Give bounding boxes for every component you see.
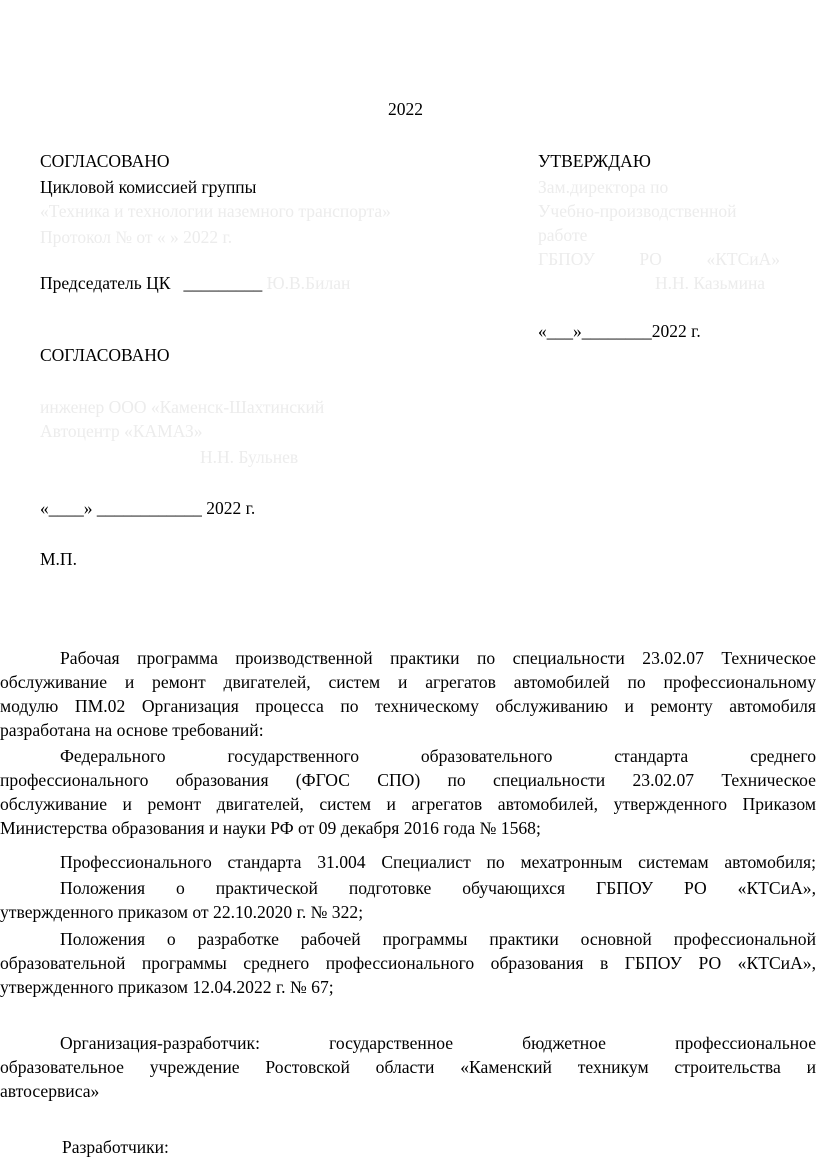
institution-part-1: ГБПОУ	[538, 249, 595, 269]
protocol-line: Протокол № от « » 2022 г.	[40, 227, 233, 247]
deputy-line-3: работе	[538, 225, 588, 245]
body-paragraph-6	[0, 1031, 816, 1103]
commission-name: «Техника и технологии наземного транспорта»	[40, 201, 391, 221]
chair-signature-line: _________	[183, 273, 263, 293]
p5-line-3: утвержденного приказом 12.04.2022 г. № 67;	[0, 977, 334, 997]
body-paragraph-5	[0, 927, 816, 999]
p2-line-1: Федерального государственного образовательного стандарта среднего	[60, 746, 816, 766]
p6-line-3: автосервиса»	[0, 1081, 100, 1101]
stamp-label: М.П.	[40, 549, 77, 569]
institution-part-3: «КТСиА»	[706, 249, 780, 269]
body-paragraph-1	[0, 646, 816, 742]
body-paragraph-2	[0, 744, 816, 840]
developers-label: Разработчики:	[62, 1137, 169, 1157]
deputy-line-2: Учебно-производственной	[538, 201, 737, 221]
p1-line-4: разработана на основе требований:	[0, 720, 264, 740]
p2-line-2: профессионального образования (ФГОС СПО) по специальности 23.02.07 Техническое	[0, 770, 816, 790]
chair-label-text: Председатель ЦК	[40, 273, 171, 293]
commission-label: Цикловой комиссией группы	[40, 177, 257, 197]
chair-label	[40, 272, 350, 294]
institution-part-2: РО	[639, 249, 662, 269]
institution-line	[538, 248, 780, 270]
p4-line-1: Положения о практической подготовке обучающихся ГБПОУ РО «КТСиА»,	[60, 878, 816, 898]
body-paragraph-3	[60, 850, 816, 874]
p6-line-1: Организация-разработчик: государственное бюджетное профессиональное	[60, 1033, 816, 1053]
org-line-2: Автоцентр «КАМАЗ»	[40, 421, 203, 441]
approver-name: Н.Н. Казьмина	[655, 273, 766, 293]
agreed-heading-2: СОГЛАСОВАНО	[40, 345, 170, 365]
p5-line-1: Положения о разработке рабочей программы практики основной профессиональной	[60, 929, 816, 949]
approval-date-line: «___»________2022 г.	[538, 321, 701, 341]
agreement-date-line: «____» ____________ 2022 г.	[40, 498, 256, 518]
p3-line-1: Профессионального стандарта 31.004 Специалист по мехатронным системам автомобиля;	[60, 852, 816, 872]
p6-line-2: образовательное учреждение Ростовской области «Каменский техникум строительства и	[0, 1057, 816, 1077]
chair-name: Ю.В.Билан	[266, 273, 351, 293]
p1-line-2: обслуживание и ремонт двигателей, систем и агрегатов автомобилей по профессиональному	[0, 672, 816, 692]
p5-line-2: образовательной программы среднего профессионального образования в ГБПОУ РО «КТСиА»,	[0, 953, 816, 973]
p1-line-1: Рабочая программа производственной практики по специальности 23.02.07 Техническое	[60, 648, 816, 668]
org-signature-name: Н.Н. Бульнев	[200, 447, 299, 467]
deputy-line-1: Зам.директора по	[538, 177, 669, 197]
p2-line-4: Министерства образования и науки РФ от 09 декабря 2016 года № 1568;	[0, 818, 541, 838]
agreed-heading-1: СОГЛАСОВАНО	[40, 151, 170, 171]
p2-line-3: обслуживание и ремонт двигателей, систем и агрегатов автомобилей, утвержденного Приказом	[0, 794, 816, 814]
org-line-1: инженер ООО «Каменск-Шахтинский	[40, 397, 325, 417]
document-year: 2022	[388, 99, 423, 119]
p1-line-3: модулю ПМ.02 Организация процесса по техническому обслуживанию и ремонту автомобиля	[0, 696, 816, 716]
approve-heading: УТВЕРЖДАЮ	[538, 151, 651, 171]
p4-line-2: утвержденного приказом от 22.10.2020 г. № 322;	[0, 902, 364, 922]
body-paragraph-4	[0, 876, 816, 924]
